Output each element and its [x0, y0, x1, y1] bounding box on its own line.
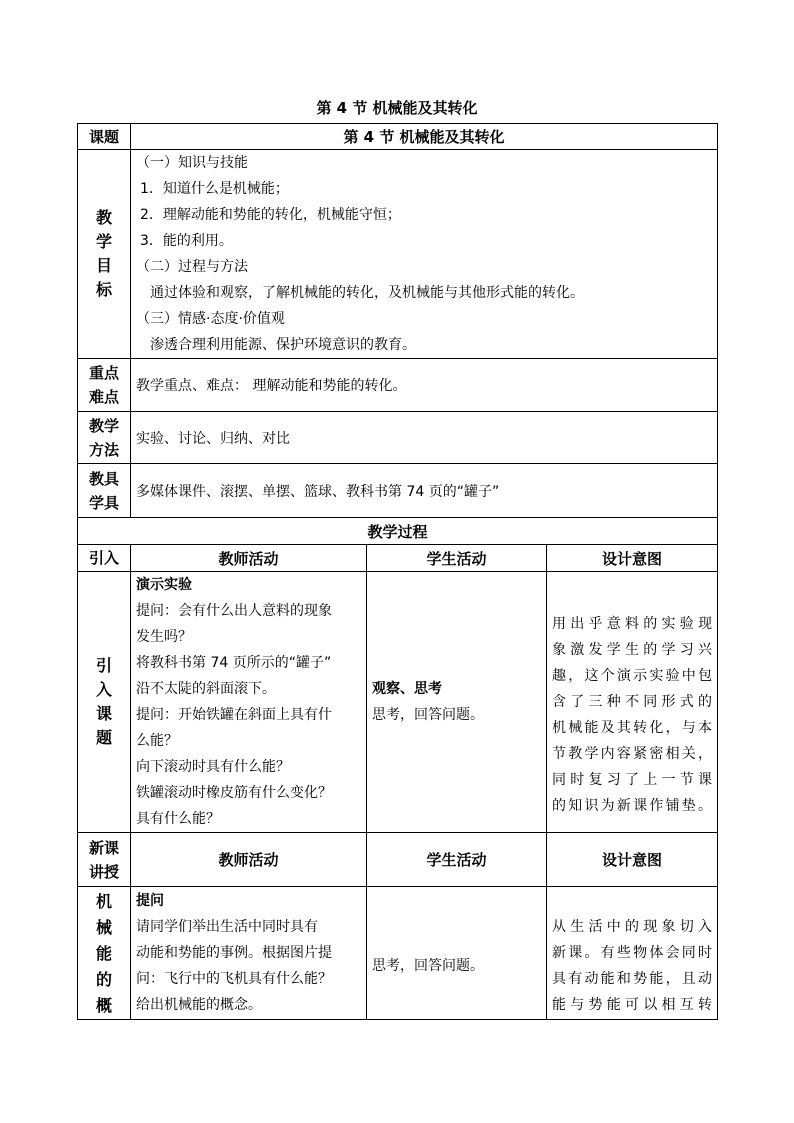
intro-label: 引 入 课 题	[78, 572, 131, 833]
intent-line: 机械能及其转化，与本	[552, 720, 713, 736]
intent-line: 的知识为新课作铺垫。	[552, 798, 713, 814]
intent-line: 能与势能可以相互转	[552, 997, 713, 1013]
topic-value: 第 4 节 机械能及其转化	[131, 124, 718, 150]
teacher-heading: 演示实验	[136, 577, 192, 593]
tools-text: 多媒体课件、滚摆、单摆、篮球、教科书第 74 页的“罐子”	[131, 464, 718, 518]
objective-line: 渗透合理利用能源、保护环境意识的教育。	[150, 337, 416, 353]
methods-label: 教学 方法	[78, 412, 131, 464]
methods-row	[78, 412, 718, 464]
teacher-line: 动能和势能的事例。根据图片提	[136, 945, 332, 961]
objective-line: （一）知识与技能	[136, 155, 248, 171]
concept-teacher-activity	[131, 887, 367, 1020]
objective-line: 1．知道什么是机械能；	[140, 181, 289, 197]
lesson-plan-table	[77, 123, 718, 1020]
intent-line: 从生活中的现象切入	[552, 919, 713, 935]
intent-line: 新课。有些物体会同时	[552, 945, 713, 961]
intent-line: 同时复习了上一节课	[552, 772, 713, 788]
teacher-line: 提问：开始铁罐在斜面上具有什	[136, 707, 332, 723]
objectives-label: 教 学 目 标	[78, 150, 131, 359]
new-lesson-header-row	[78, 833, 718, 887]
concept-row	[78, 887, 718, 1020]
objective-line: 2．理解动能和势能的转化，机械能守恒；	[140, 207, 401, 223]
teacher-activity-header: 教师活动	[131, 833, 367, 887]
topic-label: 课题	[78, 124, 131, 150]
tools-row	[78, 464, 718, 518]
teacher-line: 将教科书第 74 页所示的“罐子”	[136, 655, 332, 671]
process-title: 教学过程	[78, 518, 718, 545]
new-lesson-label: 新课 讲授	[78, 833, 131, 887]
intent-line: 趣，这个演示实验中包	[552, 668, 713, 684]
student-text: 思考，回答问题。	[372, 707, 484, 723]
objective-line: 通过体验和观察，了解机械能的转化，及机械能与其他形式能的转化。	[150, 285, 584, 301]
objectives-content	[131, 150, 718, 359]
concept-student-activity	[367, 887, 547, 1020]
topic-row	[78, 124, 718, 150]
intro-header-row	[78, 545, 718, 572]
intro-row	[78, 572, 718, 833]
intent-line: 含了三种不同形式的	[552, 694, 713, 710]
student-activity-header: 学生活动	[367, 545, 547, 572]
intro-header-label: 引入	[78, 545, 131, 572]
key-points-label: 重点 难点	[78, 359, 131, 412]
concept-design-intent	[547, 887, 718, 1020]
objectives-row	[78, 150, 718, 359]
intro-student-activity	[367, 572, 547, 833]
objective-line: 3．能的利用。	[140, 233, 233, 249]
student-heading: 观察、思考	[372, 681, 442, 697]
document-title: 第 4 节 机械能及其转化	[316, 99, 478, 117]
objective-line: （三）情感·态度·价值观	[136, 311, 285, 327]
teacher-line: 铁罐滚动时橡皮筋有什么变化？	[136, 785, 332, 801]
design-intent-header: 设计意图	[547, 833, 718, 887]
tools-label: 教具 学具	[78, 464, 131, 518]
teacher-line: 请同学们举出生活中同时具有	[136, 919, 318, 935]
intent-line: 具有动能和势能，且动	[552, 971, 713, 987]
teacher-activity-header: 教师活动	[131, 545, 367, 572]
intro-design-intent	[547, 572, 718, 833]
teacher-line: 发生吗？	[136, 629, 192, 645]
teacher-line: 问：飞行中的飞机具有什么能？	[136, 971, 332, 987]
key-points-row	[78, 359, 718, 412]
teacher-line: 向下滚动时具有什么能？	[136, 759, 290, 775]
student-activity-header: 学生活动	[367, 833, 547, 887]
design-intent-header: 设计意图	[547, 545, 718, 572]
concept-label: 机 械 能 的 概	[78, 887, 131, 1020]
intro-teacher-activity	[131, 572, 367, 833]
teacher-heading: 提问	[136, 893, 164, 909]
intent-line: 节教学内容紧密相关，	[552, 746, 713, 762]
teacher-line: 给出机械能的概念。	[136, 997, 262, 1013]
methods-text: 实验、讨论、归纳、对比	[131, 412, 718, 464]
intent-line: 用出乎意料的实验现	[552, 616, 713, 632]
teacher-line: 沿不太陡的斜面滚下。	[136, 681, 276, 697]
key-points-text: 教学重点、难点： 理解动能和势能的转化。	[131, 359, 718, 412]
objective-line: （二）过程与方法	[136, 259, 248, 275]
teacher-line: 具有什么能？	[136, 811, 220, 827]
teacher-line: 么能？	[136, 733, 178, 749]
teacher-line: 提问：会有什么出人意料的现象	[136, 603, 332, 619]
student-text: 思考，回答问题。	[372, 958, 484, 974]
process-title-row	[78, 518, 718, 545]
intent-line: 象激发学生的学习兴	[552, 642, 713, 658]
